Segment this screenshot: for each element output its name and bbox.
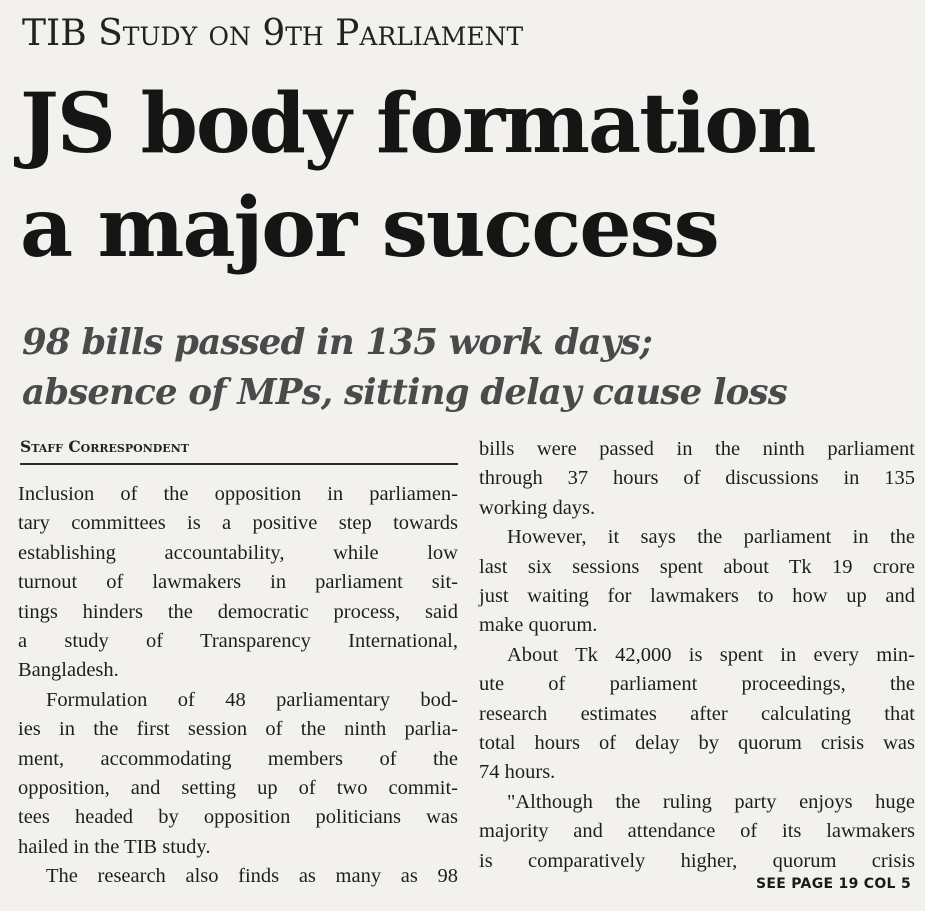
body-line: ies in the first session of the ninth parlia- xyxy=(18,718,458,741)
body-line: through 37 hours of discussions in 135 xyxy=(479,467,915,490)
kicker: TIB Study on 9th Parliament xyxy=(22,13,524,54)
body-line: The research also finds as many as 98 xyxy=(46,865,458,888)
body-line: Bangladesh. xyxy=(18,659,119,682)
body-line: make quorum. xyxy=(479,614,598,637)
body-line: 74 hours. xyxy=(479,761,556,784)
body-line: a study of Transparency International, xyxy=(18,630,458,653)
body-line: bills were passed in the ninth parliament xyxy=(479,438,915,460)
headline-line-2: a major success xyxy=(20,180,718,276)
left-column xyxy=(18,480,458,892)
body-line: tary committees is a positive step towards xyxy=(18,512,458,535)
body-line: About Tk 42,000 is spent in every min- xyxy=(507,643,915,666)
body-line: research estimates after calculating that xyxy=(479,702,915,725)
body-line: opposition, and setting up of two commit- xyxy=(18,777,458,800)
right-column xyxy=(479,435,915,876)
body-line: last six sessions spent about Tk 19 crore xyxy=(479,555,915,578)
body-line: working days. xyxy=(479,496,596,519)
continuation-jump: SEE PAGE 19 COL 5 xyxy=(756,876,911,892)
body-line: ment, accommodating members of the xyxy=(18,747,458,770)
body-line: Inclusion of the opposition in parliamen- xyxy=(18,483,458,505)
byline: Staff Correspondent xyxy=(20,437,458,465)
body-line: ute of parliament proceedings, the xyxy=(479,673,915,696)
headline xyxy=(20,72,815,280)
body-line: majority and attendance of its lawmakers xyxy=(479,820,915,843)
body-line: Formulation of 48 parliamentary bod- xyxy=(46,688,458,711)
body-line: turnout of lawmakers in parliament sit- xyxy=(18,571,458,594)
body-line: "Although the ruling party enjoys huge xyxy=(507,790,915,813)
deck-line-1: 98 bills passed in 135 work days; xyxy=(22,322,653,363)
body-line: However, it says the parliament in the xyxy=(507,526,915,549)
deck-line-2: absence of MPs, sitting delay cause loss xyxy=(22,372,787,413)
body-line: is comparatively higher, quorum crisis xyxy=(479,849,915,872)
body-line: hailed in the TIB study. xyxy=(18,835,211,858)
body-line: tees headed by opposition politicians was xyxy=(18,806,458,829)
headline-line-1: JS body formation xyxy=(20,76,815,172)
body-line: establishing accountability, while low xyxy=(18,541,458,564)
body-line: tings hinders the democratic process, said xyxy=(18,600,458,623)
body-line: total hours of delay by quorum crisis was xyxy=(479,732,915,755)
deck xyxy=(22,318,787,418)
body-line: just waiting for lawmakers to how up and xyxy=(479,585,915,608)
